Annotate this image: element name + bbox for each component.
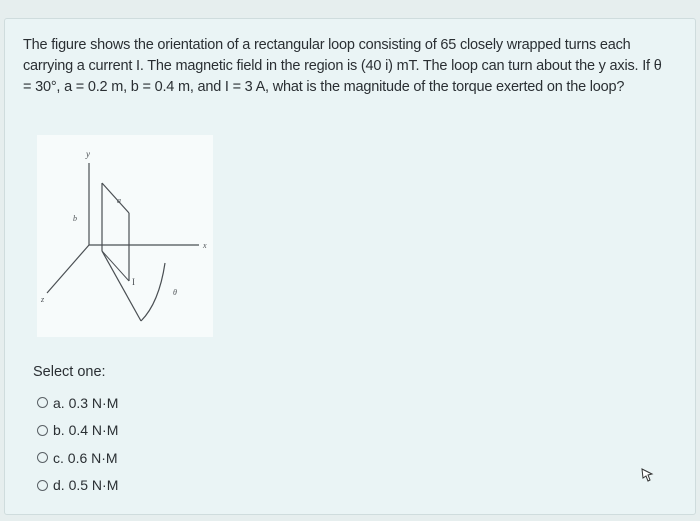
radio-b[interactable] [37, 425, 48, 436]
b-label: b [73, 214, 77, 223]
option-c-label: c. 0.6 N·M [53, 449, 118, 466]
option-d-label: d. 0.5 N·M [53, 477, 119, 494]
option-b[interactable] [37, 417, 118, 445]
z-axis-line [47, 245, 89, 293]
option-a[interactable] [37, 389, 118, 417]
y-label: y [86, 149, 90, 159]
option-a-label: a. 0.3 N·M [53, 394, 119, 411]
loop-diagonal [102, 251, 129, 281]
current-label: I [132, 277, 135, 287]
theta-arc [141, 263, 165, 321]
loop-top-edge [102, 183, 129, 213]
option-b-label: b. 0.4 N·M [53, 422, 119, 439]
option-c[interactable] [37, 444, 118, 472]
radio-a[interactable] [37, 397, 48, 408]
select-one-label: Select one: [33, 364, 106, 380]
radio-d[interactable] [37, 480, 48, 491]
question-text: The figure shows the orientation of a rectangular loop consisting of 65 closely wrapped turns each carrying a current I. The magnetic field in the region is (40 i) mT. The loop can turn about the y axis. If θ = 30°, a = 0.2 m, b = 0.4 m, and I = 3 A, what is the magnitude of the torque exerted on the loop? [23, 37, 662, 95]
loop-figure [37, 135, 213, 337]
radio-c[interactable] [37, 452, 48, 463]
mouse-pointer-icon [640, 466, 656, 487]
loop-bottom-edge [102, 251, 141, 321]
loop-diagram [37, 135, 213, 337]
z-label: z [41, 295, 45, 304]
option-d[interactable] [37, 472, 118, 500]
x-label: x [203, 241, 207, 250]
a-label: a [117, 196, 121, 205]
answer-options [37, 389, 118, 499]
question-card [4, 18, 696, 515]
theta-label: θ [173, 288, 177, 297]
